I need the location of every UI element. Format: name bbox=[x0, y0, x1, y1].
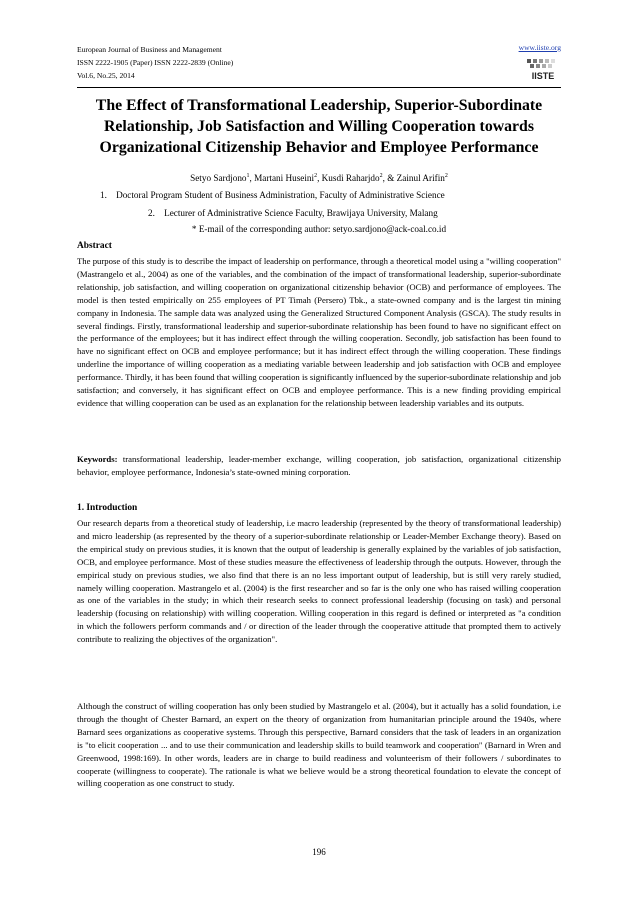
journal-issn: ISSN 2222-1905 (Paper) ISSN 2222-2839 (Online) bbox=[77, 58, 234, 67]
author-list bbox=[77, 170, 561, 184]
abstract-text: The purpose of this study is to describe the impact of leadership on performance, through a theoretical model using a "willing cooperation" (Mastrangelo et al., 2004) as one of the variables, and the combination of the impact of transformational leadership, superior-subordinate relationship, job satisfaction, and willing cooperation on organizational citizenship behavior (OCB) and performance of employees. The model is then tested empirically on 255 employees of PT Timah (Persero) Tbk., a state-owned company and is the largest tin mining company in Indonesia. The sample data was analyzed using the Generalized Structured Component Analysis (GSCA). The study results in several findings. Firstly, transformational leadership and superior-subordinate relationship has been found to have no significant effect on the performance of the employees; but it has indirect effect through the willing cooperation. Secondly, job satisfaction has been found to have no significant effect on OCB and employee performance; but it has indirect effect through the willing cooperation. These findings underline the importance of willing cooperation as a mediating variable between leadership and job satisfaction with OCB and employee performance. Thirdly, it has been found that willing cooperation is significantly influenced by the superior-subordinate relationship and job satisfaction; and conversely, it has significant effect on OCB and employee performance. This is a new finding providing empirical evidence that willing cooperation can be used as an explanation for the relationship between leadership variables and its outputs. bbox=[77, 256, 561, 408]
keywords bbox=[77, 453, 561, 479]
journal-url-link[interactable]: www.iiste.org bbox=[518, 43, 561, 52]
abstract-heading: Abstract bbox=[77, 241, 112, 251]
author-affiliation-mark: 2 bbox=[379, 173, 383, 179]
author-name: , Kusdi Raharjdo bbox=[317, 173, 380, 184]
journal-header bbox=[77, 43, 233, 82]
introduction-paragraph-1: Our research departs from a theoretical study of leadership, i.e macro leadership (represented by the theory of transformational leadership) and micro leadership (as represented by the theory of a superior-subordinate relationship or Leader-Member Exchange theory). Based on the empirical study on previous studies, it is known that the output of leadership is generally explained by the variables of job satisfaction, OCB, and employee performance. Most of these studies measure the effectiveness of leadership through the outputs. However, through the empirical study on previous studies, we also find that there is an no less important output of leadership, but is still very rarely studied, namely willing cooperation. Mastrangelo et al. (2004) is the first researcher and so far is the only one who has raised willing cooperation as one of the variables in the study; in which their research seeks to connect professional leadership (focusing on task) and personal leadership (focusing on relationship) with willing cooperation. Willing cooperation in this regard is defined or interpreted as "a condition in which the followers perform commands and / or direction of the leader through the cooperative attitude that prompted them to actively contribute to realizing the objectives of the organization". bbox=[77, 518, 561, 645]
author-affiliation-mark: 2 bbox=[314, 173, 318, 179]
author-affiliation-mark: 1 bbox=[246, 173, 250, 179]
iiste-logo bbox=[525, 58, 561, 82]
logo-text: IISTE bbox=[531, 71, 555, 81]
corresponding-email: * E-mail of the corresponding author: setyo.sardjono@ack-coal.co.id bbox=[191, 224, 447, 234]
journal-name: European Journal of Business and Management bbox=[77, 45, 222, 54]
author-name: Setyo Sardjono bbox=[190, 173, 247, 184]
author-name: , Martani Huseini bbox=[249, 173, 315, 184]
affiliation-1: 1. Doctoral Program Student of Business Administration, Faculty of Administrative Science bbox=[100, 190, 445, 200]
paper-title: The Effect of Transformational Leadership, Superior-Subordinate Relationship, Job Satisfaction and Willing Cooperation towards Organizational Citizenship Behavior and Employee Performance bbox=[95, 97, 543, 156]
keywords-label: Keywords: bbox=[77, 454, 118, 464]
affiliation-2: 2. Lecturer of Administrative Science Faculty, Brawijaya University, Malang bbox=[148, 208, 438, 218]
keywords-text: transformational leadership, leader-member exchange, willing cooperation, job satisfaction, organizational citizenship behavior, employee performance, Indonesia’s state-owned mining corporation. bbox=[77, 454, 561, 477]
header-divider bbox=[77, 87, 561, 88]
introduction-paragraph-2: Although the construct of willing cooperation has only been studied by Mastrangelo et al. (2004), but it actually has a solid foundation, i.e through the thought of Chester Barnard, an expert on the theory of organization from humanitarian principle around the 1940s, where Barnard sees organizations as cooperative systems. Through this perspective, Barnard considers that the task of leaders in an organization is "to elicit cooperation ... and to use their communication and leadership skills to build teamwork and cooperation" (Barnard in Wren and Greenwood, 1998:169). In other words, leaders are in charge to build readiness and volunteerism of their followers / subordinates to cooperate (willingness to cooperate). The rationale is what we believe would be a strong theoretical foundation to elevate the concept of willing cooperation as one construct to study. bbox=[77, 701, 561, 789]
author-name: , & Zainul Arifin bbox=[382, 173, 445, 184]
page-number: 196 bbox=[312, 847, 326, 857]
introduction-heading: 1. Introduction bbox=[77, 503, 138, 513]
author-affiliation-mark: 2 bbox=[444, 173, 448, 179]
journal-volume: Vol.6, No.25, 2014 bbox=[77, 71, 135, 80]
